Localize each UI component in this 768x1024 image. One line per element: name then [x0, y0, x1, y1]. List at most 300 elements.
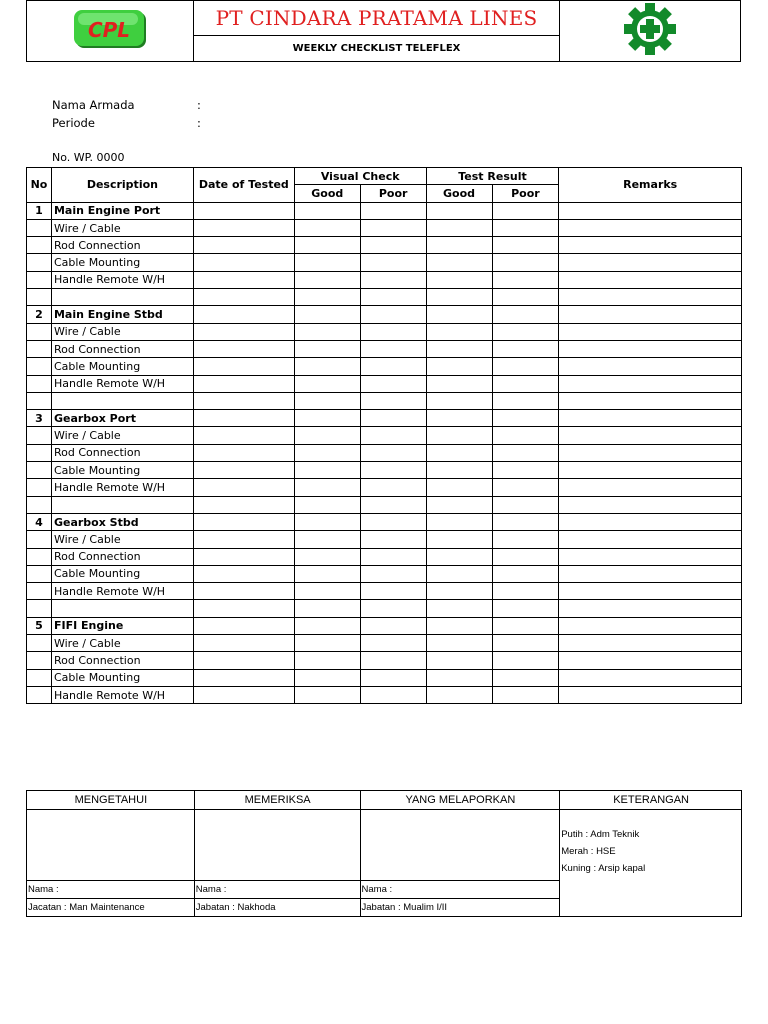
item-visual-poor-cell[interactable]: [360, 375, 426, 392]
table-row: [27, 635, 742, 652]
item-description: Cable Mounting: [51, 669, 193, 686]
item-test-poor-cell[interactable]: [492, 583, 559, 600]
item-test-good-cell[interactable]: [426, 444, 492, 461]
item-test-poor-cell[interactable]: [492, 462, 559, 479]
item-description: Handle Remote W/H: [51, 479, 193, 496]
item-visual-poor-cell[interactable]: [360, 219, 426, 236]
header-no: No: [27, 168, 52, 203]
item-test-poor-cell[interactable]: [492, 669, 559, 686]
item-visual-poor-cell[interactable]: [360, 652, 426, 669]
group-test-poor-cell[interactable]: [492, 202, 559, 219]
group-test-good-cell[interactable]: [426, 306, 492, 323]
item-visual-good-cell[interactable]: [294, 219, 360, 236]
group-row: [27, 513, 742, 530]
spacer-cell: [426, 392, 492, 409]
checklist-body: [27, 202, 742, 704]
header-test-good: Good: [426, 185, 492, 202]
item-test-poor-cell[interactable]: [492, 254, 559, 271]
spacer-cell: [492, 289, 559, 306]
group-test-poor-cell[interactable]: [492, 410, 559, 427]
item-remarks-cell[interactable]: [559, 340, 742, 357]
item-test-good-cell[interactable]: [426, 583, 492, 600]
item-visual-good-cell[interactable]: [294, 669, 360, 686]
item-visual-good-cell[interactable]: [294, 340, 360, 357]
table-row: [27, 444, 742, 461]
group-visual-poor-cell[interactable]: [360, 306, 426, 323]
row-number-cell: [27, 427, 52, 444]
item-test-poor-cell[interactable]: [492, 635, 559, 652]
item-remarks-cell[interactable]: [559, 375, 742, 392]
item-description: Rod Connection: [51, 237, 193, 254]
spacer-cell: [51, 496, 193, 513]
spacer-cell: [559, 496, 742, 513]
periode-colon: :: [197, 116, 201, 130]
group-visual-poor-cell[interactable]: [360, 513, 426, 530]
item-description: Handle Remote W/H: [51, 375, 193, 392]
item-remarks-cell[interactable]: [559, 237, 742, 254]
item-date-cell[interactable]: [193, 444, 294, 461]
row-number-cell: [27, 375, 52, 392]
item-remarks-cell[interactable]: [559, 652, 742, 669]
spacer-cell: [294, 496, 360, 513]
group-visual-good-cell[interactable]: [294, 410, 360, 427]
item-date-cell[interactable]: [193, 358, 294, 375]
item-test-good-cell[interactable]: [426, 565, 492, 582]
item-remarks-cell[interactable]: [559, 548, 742, 565]
table-row: [27, 652, 742, 669]
group-test-poor-cell[interactable]: [492, 306, 559, 323]
item-remarks-cell[interactable]: [559, 635, 742, 652]
item-description: Cable Mounting: [51, 254, 193, 271]
item-test-good-cell[interactable]: [426, 323, 492, 340]
spacer-row: [27, 496, 742, 513]
periode-label: Periode: [52, 116, 95, 130]
company-name: PT CINDARA PRATAMA LINES: [194, 1, 560, 36]
item-test-poor-cell[interactable]: [492, 548, 559, 565]
row-number-cell: [27, 444, 52, 461]
item-date-cell[interactable]: [193, 652, 294, 669]
item-visual-good-cell[interactable]: [294, 548, 360, 565]
spacer-cell: [193, 289, 294, 306]
item-test-good-cell[interactable]: [426, 531, 492, 548]
row-number-cell: [27, 254, 52, 271]
item-visual-poor-cell[interactable]: [360, 444, 426, 461]
group-visual-good-cell[interactable]: [294, 306, 360, 323]
nama-mengetahui: Nama :: [27, 881, 195, 899]
item-visual-poor-cell[interactable]: [360, 669, 426, 686]
signature-table: [26, 790, 742, 917]
group-remarks-cell[interactable]: [559, 410, 742, 427]
item-test-good-cell[interactable]: [426, 669, 492, 686]
header-visual-poor: Poor: [360, 185, 426, 202]
group-visual-poor-cell[interactable]: [360, 202, 426, 219]
logo-cell: [27, 1, 194, 62]
item-visual-good-cell[interactable]: [294, 686, 360, 703]
item-test-good-cell[interactable]: [426, 635, 492, 652]
spacer-cell: [426, 289, 492, 306]
item-description: Rod Connection: [51, 652, 193, 669]
group-title: FIFI Engine: [51, 617, 193, 634]
item-description: Wire / Cable: [51, 219, 193, 236]
item-test-good-cell[interactable]: [426, 237, 492, 254]
group-row: [27, 617, 742, 634]
item-test-good-cell[interactable]: [426, 271, 492, 288]
item-date-cell[interactable]: [193, 271, 294, 288]
row-number-cell: [27, 652, 52, 669]
item-visual-poor-cell[interactable]: [360, 427, 426, 444]
item-test-poor-cell[interactable]: [492, 565, 559, 582]
jabatan-memeriksa: Jabatan : Nakhoda: [194, 899, 360, 917]
item-test-poor-cell[interactable]: [492, 531, 559, 548]
item-date-cell[interactable]: [193, 254, 294, 271]
item-visual-poor-cell[interactable]: [360, 462, 426, 479]
group-number: 2: [27, 306, 52, 323]
item-visual-good-cell[interactable]: [294, 427, 360, 444]
item-remarks-cell[interactable]: [559, 531, 742, 548]
spacer-row: [27, 600, 742, 617]
periode-row: [52, 116, 201, 130]
item-visual-good-cell[interactable]: [294, 635, 360, 652]
keterangan-notes: [560, 810, 742, 917]
jabatan-mengetahui: Jacatan : Man Maintenance: [27, 899, 195, 917]
spacer-cell: [559, 600, 742, 617]
group-title: Main Engine Port: [51, 202, 193, 219]
header-visual-check: Visual Check: [294, 168, 426, 185]
item-visual-good-cell[interactable]: [294, 271, 360, 288]
item-remarks-cell[interactable]: [559, 427, 742, 444]
group-row: [27, 202, 742, 219]
group-test-good-cell[interactable]: [426, 617, 492, 634]
group-date-cell[interactable]: [193, 410, 294, 427]
table-row: [27, 271, 742, 288]
item-date-cell[interactable]: [193, 427, 294, 444]
item-visual-poor-cell[interactable]: [360, 479, 426, 496]
table-row: [27, 531, 742, 548]
item-test-good-cell[interactable]: [426, 427, 492, 444]
spacer-row: [27, 392, 742, 409]
row-number-cell: [27, 462, 52, 479]
group-visual-good-cell[interactable]: [294, 513, 360, 530]
item-test-good-cell[interactable]: [426, 479, 492, 496]
row-number-cell: [27, 323, 52, 340]
table-row: [27, 669, 742, 686]
item-test-poor-cell[interactable]: [492, 427, 559, 444]
group-title: Gearbox Port: [51, 410, 193, 427]
item-date-cell[interactable]: [193, 669, 294, 686]
item-date-cell[interactable]: [193, 323, 294, 340]
table-row: [27, 686, 742, 703]
header-description: Description: [51, 168, 193, 203]
spacer-cell: [294, 600, 360, 617]
item-visual-good-cell[interactable]: [294, 323, 360, 340]
item-description: Handle Remote W/H: [51, 686, 193, 703]
item-visual-poor-cell[interactable]: [360, 254, 426, 271]
item-description: Cable Mounting: [51, 565, 193, 582]
item-description: Handle Remote W/H: [51, 271, 193, 288]
spacer-cell: [294, 392, 360, 409]
group-test-good-cell[interactable]: [426, 513, 492, 530]
item-test-poor-cell[interactable]: [492, 219, 559, 236]
nama-melaporkan: Nama :: [360, 881, 560, 899]
item-test-good-cell[interactable]: [426, 686, 492, 703]
signature-space-melaporkan[interactable]: [360, 810, 560, 881]
item-test-good-cell[interactable]: [426, 548, 492, 565]
item-remarks-cell[interactable]: [559, 254, 742, 271]
row-number-cell: [27, 686, 52, 703]
item-date-cell[interactable]: [193, 686, 294, 703]
item-test-good-cell[interactable]: [426, 652, 492, 669]
table-row: [27, 323, 742, 340]
item-test-poor-cell[interactable]: [492, 271, 559, 288]
item-remarks-cell[interactable]: [559, 271, 742, 288]
item-test-poor-cell[interactable]: [492, 358, 559, 375]
item-visual-good-cell[interactable]: [294, 565, 360, 582]
sign-header-memeriksa: MEMERIKSA: [194, 791, 360, 810]
k3-safety-gear-icon: [621, 2, 679, 56]
row-number-cell: [27, 531, 52, 548]
group-date-cell[interactable]: [193, 306, 294, 323]
item-description: Wire / Cable: [51, 427, 193, 444]
item-visual-poor-cell[interactable]: [360, 548, 426, 565]
item-visual-poor-cell[interactable]: [360, 237, 426, 254]
group-number: 1: [27, 202, 52, 219]
item-remarks-cell[interactable]: [559, 479, 742, 496]
wp-number: No. WP. 0000: [52, 151, 125, 164]
spacer-cell: [27, 392, 52, 409]
item-remarks-cell[interactable]: [559, 565, 742, 582]
spacer-cell: [492, 392, 559, 409]
spacer-cell: [360, 392, 426, 409]
item-visual-poor-cell[interactable]: [360, 323, 426, 340]
spacer-cell: [193, 496, 294, 513]
k3-logo-cell: [560, 1, 741, 62]
header-remarks: Remarks: [559, 168, 742, 203]
document-header: [26, 0, 741, 62]
item-date-cell[interactable]: [193, 548, 294, 565]
group-title: Main Engine Stbd: [51, 306, 193, 323]
table-row: [27, 340, 742, 357]
row-number-cell: [27, 340, 52, 357]
table-row: [27, 427, 742, 444]
group-number: 5: [27, 617, 52, 634]
spacer-cell: [294, 289, 360, 306]
document-title: WEEKLY CHECKLIST TELEFLEX: [194, 36, 560, 62]
item-date-cell[interactable]: [193, 462, 294, 479]
item-date-cell[interactable]: [193, 479, 294, 496]
group-visual-good-cell[interactable]: [294, 617, 360, 634]
spacer-cell: [51, 600, 193, 617]
signature-space-memeriksa[interactable]: [194, 810, 360, 881]
jabatan-melaporkan: Jabatan : Mualim I/II: [360, 899, 560, 917]
sign-header-keterangan: KETERANGAN: [560, 791, 742, 810]
item-visual-good-cell[interactable]: [294, 583, 360, 600]
armada-colon: :: [197, 98, 201, 112]
armada-row: [52, 98, 201, 112]
spacer-cell: [360, 289, 426, 306]
group-title: Gearbox Stbd: [51, 513, 193, 530]
item-visual-poor-cell[interactable]: [360, 686, 426, 703]
item-description: Wire / Cable: [51, 323, 193, 340]
group-row: [27, 306, 742, 323]
note-putih: Putih : Adm Teknik: [561, 829, 640, 840]
group-test-good-cell[interactable]: [426, 410, 492, 427]
item-remarks-cell[interactable]: [559, 669, 742, 686]
header-test-result: Test Result: [426, 168, 559, 185]
table-row: [27, 462, 742, 479]
spacer-row: [27, 289, 742, 306]
group-number: 3: [27, 410, 52, 427]
row-number-cell: [27, 237, 52, 254]
group-test-poor-cell[interactable]: [492, 617, 559, 634]
table-row: [27, 583, 742, 600]
item-test-good-cell[interactable]: [426, 219, 492, 236]
spacer-cell: [51, 289, 193, 306]
item-visual-good-cell[interactable]: [294, 462, 360, 479]
table-row: [27, 237, 742, 254]
checklist-table: [26, 167, 742, 704]
group-date-cell[interactable]: [193, 202, 294, 219]
item-description: Cable Mounting: [51, 358, 193, 375]
group-number: 4: [27, 513, 52, 530]
logo-text: CPL: [87, 18, 131, 42]
group-row: [27, 410, 742, 427]
header-test-poor: Poor: [492, 185, 559, 202]
item-visual-good-cell[interactable]: [294, 444, 360, 461]
group-test-good-cell[interactable]: [426, 202, 492, 219]
spacer-cell: [426, 496, 492, 513]
header-date: Date of Tested: [193, 168, 294, 203]
group-visual-poor-cell[interactable]: [360, 410, 426, 427]
group-remarks-cell[interactable]: [559, 513, 742, 530]
row-number-cell: [27, 635, 52, 652]
item-date-cell[interactable]: [193, 635, 294, 652]
item-description: Wire / Cable: [51, 531, 193, 548]
header-visual-good: Good: [294, 185, 360, 202]
spacer-cell: [360, 600, 426, 617]
group-visual-good-cell[interactable]: [294, 202, 360, 219]
group-remarks-cell[interactable]: [559, 202, 742, 219]
item-test-good-cell[interactable]: [426, 462, 492, 479]
item-visual-good-cell[interactable]: [294, 358, 360, 375]
item-visual-good-cell[interactable]: [294, 479, 360, 496]
item-remarks-cell[interactable]: [559, 323, 742, 340]
table-row: [27, 254, 742, 271]
sign-header-melaporkan: YANG MELAPORKAN: [360, 791, 560, 810]
item-remarks-cell[interactable]: [559, 219, 742, 236]
spacer-cell: [492, 496, 559, 513]
item-visual-poor-cell[interactable]: [360, 271, 426, 288]
spacer-cell: [426, 600, 492, 617]
row-number-cell: [27, 479, 52, 496]
item-remarks-cell[interactable]: [559, 444, 742, 461]
item-date-cell[interactable]: [193, 531, 294, 548]
table-row: [27, 479, 742, 496]
group-date-cell[interactable]: [193, 617, 294, 634]
item-remarks-cell[interactable]: [559, 358, 742, 375]
item-test-poor-cell[interactable]: [492, 479, 559, 496]
item-test-poor-cell[interactable]: [492, 686, 559, 703]
item-visual-poor-cell[interactable]: [360, 358, 426, 375]
item-date-cell[interactable]: [193, 375, 294, 392]
row-number-cell: [27, 565, 52, 582]
item-visual-poor-cell[interactable]: [360, 635, 426, 652]
item-visual-poor-cell[interactable]: [360, 565, 426, 582]
group-test-poor-cell[interactable]: [492, 513, 559, 530]
table-row: [27, 565, 742, 582]
item-description: Rod Connection: [51, 444, 193, 461]
row-number-cell: [27, 358, 52, 375]
item-date-cell[interactable]: [193, 237, 294, 254]
nama-memeriksa: Nama :: [194, 881, 360, 899]
item-test-poor-cell[interactable]: [492, 237, 559, 254]
item-visual-good-cell[interactable]: [294, 237, 360, 254]
item-visual-good-cell[interactable]: [294, 531, 360, 548]
table-row: [27, 375, 742, 392]
item-test-poor-cell[interactable]: [492, 444, 559, 461]
spacer-cell: [492, 600, 559, 617]
row-number-cell: [27, 548, 52, 565]
item-date-cell[interactable]: [193, 565, 294, 582]
group-remarks-cell[interactable]: [559, 306, 742, 323]
item-remarks-cell[interactable]: [559, 686, 742, 703]
signature-space-mengetahui[interactable]: [27, 810, 195, 881]
row-number-cell: [27, 271, 52, 288]
spacer-cell: [51, 392, 193, 409]
spacer-cell: [193, 600, 294, 617]
company-logo: [68, 6, 152, 52]
item-visual-poor-cell[interactable]: [360, 531, 426, 548]
item-test-good-cell[interactable]: [426, 340, 492, 357]
group-visual-poor-cell[interactable]: [360, 617, 426, 634]
spacer-cell: [27, 496, 52, 513]
item-test-poor-cell[interactable]: [492, 323, 559, 340]
row-number-cell: [27, 669, 52, 686]
item-test-good-cell[interactable]: [426, 254, 492, 271]
armada-label: Nama Armada: [52, 98, 135, 112]
item-test-good-cell[interactable]: [426, 358, 492, 375]
item-visual-poor-cell[interactable]: [360, 340, 426, 357]
spacer-cell: [27, 289, 52, 306]
item-visual-good-cell[interactable]: [294, 254, 360, 271]
item-visual-good-cell[interactable]: [294, 375, 360, 392]
item-visual-good-cell[interactable]: [294, 652, 360, 669]
spacer-cell: [559, 289, 742, 306]
group-date-cell[interactable]: [193, 513, 294, 530]
item-test-poor-cell[interactable]: [492, 652, 559, 669]
note-merah: Merah : HSE: [561, 846, 616, 857]
item-remarks-cell[interactable]: [559, 583, 742, 600]
table-row: [27, 358, 742, 375]
table-row: [27, 548, 742, 565]
item-description: Rod Connection: [51, 548, 193, 565]
item-date-cell[interactable]: [193, 219, 294, 236]
item-test-good-cell[interactable]: [426, 375, 492, 392]
item-remarks-cell[interactable]: [559, 462, 742, 479]
item-date-cell[interactable]: [193, 340, 294, 357]
row-number-cell: [27, 219, 52, 236]
table-row: [27, 219, 742, 236]
item-visual-poor-cell[interactable]: [360, 583, 426, 600]
group-remarks-cell[interactable]: [559, 617, 742, 634]
item-test-poor-cell[interactable]: [492, 375, 559, 392]
item-description: Cable Mounting: [51, 462, 193, 479]
item-date-cell[interactable]: [193, 583, 294, 600]
item-description: Rod Connection: [51, 340, 193, 357]
note-kuning: Kuning : Arsip kapal: [561, 863, 646, 874]
item-description: Handle Remote W/H: [51, 583, 193, 600]
item-test-poor-cell[interactable]: [492, 340, 559, 357]
sign-header-mengetahui: MENGETAHUI: [27, 791, 195, 810]
